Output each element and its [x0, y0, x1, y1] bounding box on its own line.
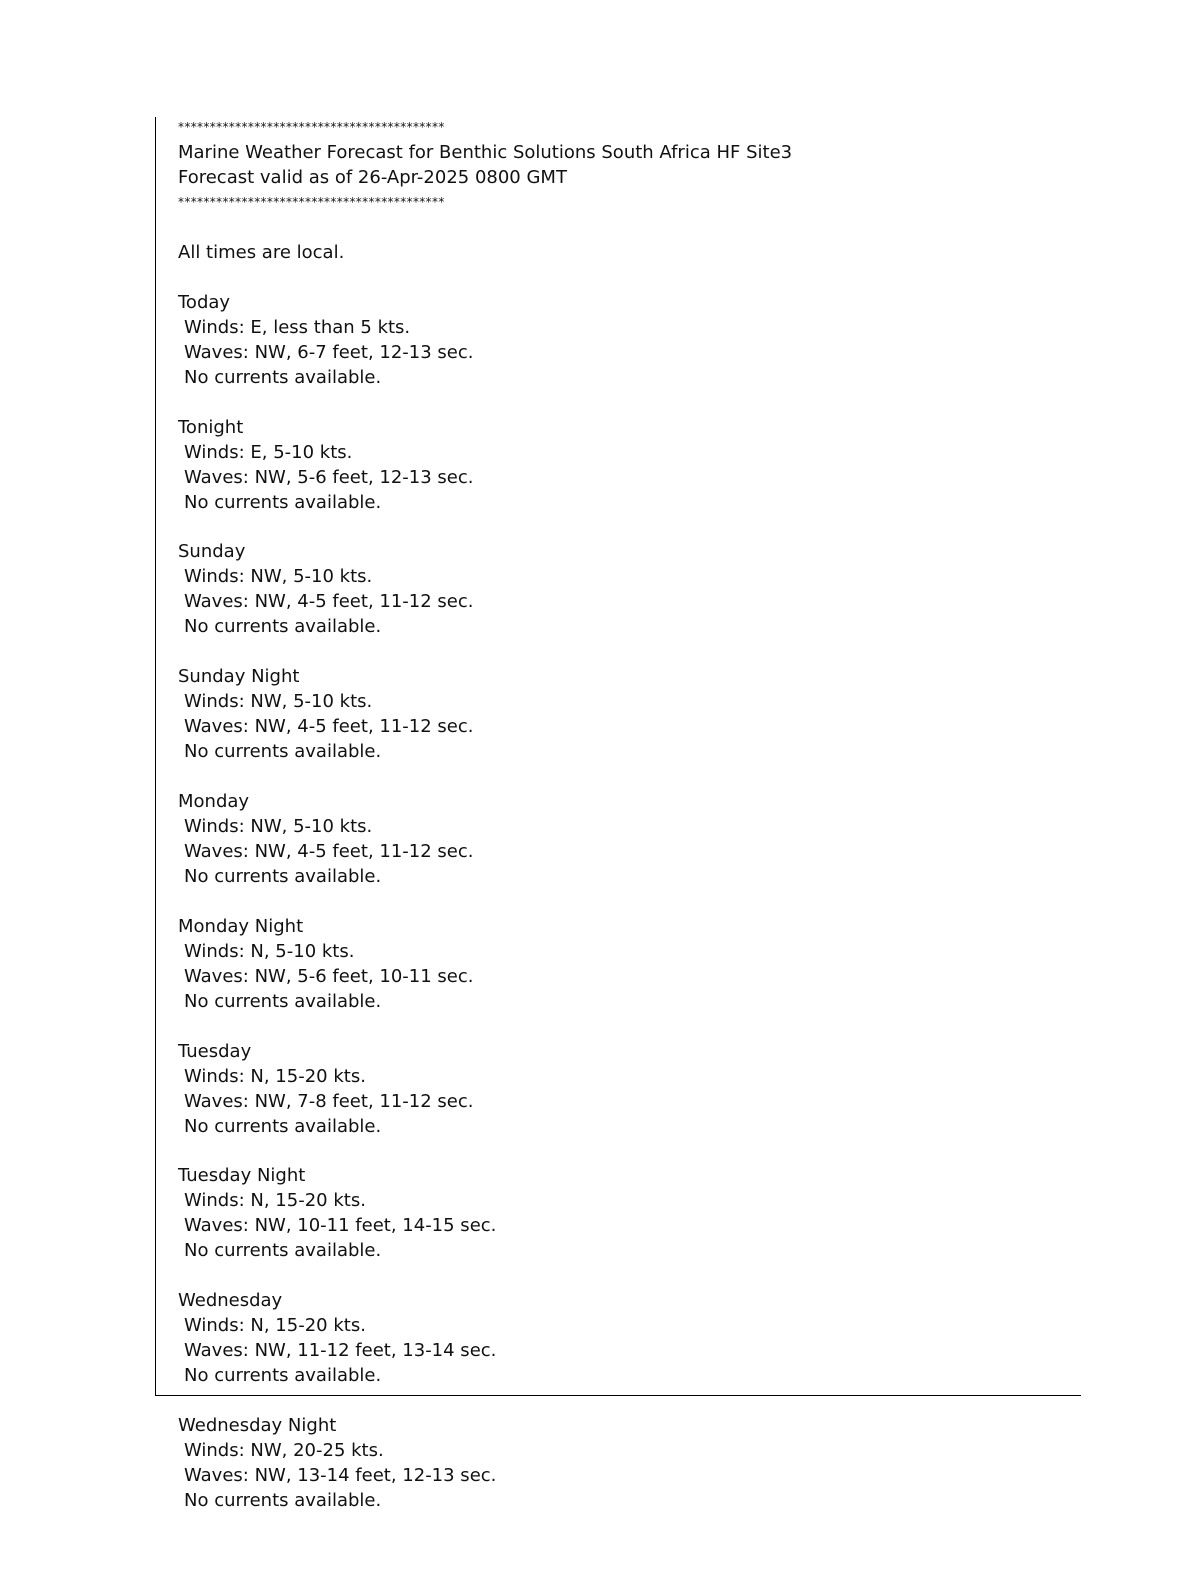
- period-winds: Winds: E, less than 5 kts.: [184, 316, 411, 338]
- period-name: Tonight: [178, 416, 244, 438]
- period-spacer: [178, 639, 1078, 664]
- period-currents: No currents available.: [184, 1365, 382, 1387]
- period-waves: Waves: NW, 11-12 feet, 13-14 sec.: [184, 1340, 497, 1362]
- period-currents: No currents available.: [184, 990, 382, 1012]
- forecast-content: [178, 115, 1078, 1513]
- period-spacer: [178, 265, 1078, 290]
- period-winds: Winds: E, 5-10 kts.: [184, 441, 353, 463]
- period-winds: Winds: NW, 5-10 kts.: [184, 815, 373, 837]
- period-spacer: [178, 390, 1078, 415]
- period-currents: No currents available.: [184, 1489, 382, 1511]
- period-winds: Winds: NW, 5-10 kts.: [184, 566, 373, 588]
- forecast-period: [178, 290, 1078, 390]
- period-name: Tuesday: [178, 1040, 252, 1062]
- forecast-title: Marine Weather Forecast for Benthic Solutions South Africa HF Site3: [178, 142, 793, 163]
- period-spacer: [178, 764, 1078, 789]
- period-name: Sunday: [178, 541, 246, 563]
- left-border-rule: [155, 117, 156, 1396]
- forecast-period: [178, 789, 1078, 889]
- forecast-period: [178, 415, 1078, 515]
- period-currents: No currents available.: [184, 491, 382, 513]
- period-waves: Waves: NW, 13-14 feet, 12-13 sec.: [184, 1464, 497, 1486]
- period-currents: No currents available.: [184, 1240, 382, 1262]
- period-name: Sunday Night: [178, 666, 300, 688]
- forecast-periods: [178, 265, 1078, 1513]
- times-note: All times are local.: [178, 242, 345, 263]
- period-waves: Waves: NW, 4-5 feet, 11-12 sec.: [184, 840, 474, 862]
- period-spacer: [178, 515, 1078, 540]
- period-spacer: [178, 889, 1078, 914]
- period-waves: Waves: NW, 4-5 feet, 11-12 sec.: [184, 591, 474, 613]
- period-currents: No currents available.: [184, 865, 382, 887]
- period-currents: No currents available.: [184, 366, 382, 388]
- period-waves: Waves: NW, 7-8 feet, 11-12 sec.: [184, 1090, 474, 1112]
- period-currents: No currents available.: [184, 1115, 382, 1137]
- period-winds: Winds: N, 15-20 kts.: [184, 1065, 366, 1087]
- period-spacer: [178, 1139, 1078, 1164]
- period-winds: Winds: NW, 5-10 kts.: [184, 691, 373, 713]
- period-winds: Winds: N, 15-20 kts.: [184, 1190, 366, 1212]
- period-currents: No currents available.: [184, 741, 382, 763]
- period-name: Monday: [178, 790, 250, 812]
- period-winds: Winds: N, 15-20 kts.: [184, 1315, 366, 1337]
- period-spacer: [178, 1388, 1078, 1413]
- period-winds: Winds: N, 5-10 kts.: [184, 940, 355, 962]
- period-spacer: [178, 1263, 1078, 1288]
- period-name: Monday Night: [178, 915, 304, 937]
- forecast-period: [178, 914, 1078, 1014]
- period-spacer: [178, 1014, 1078, 1039]
- period-waves: Waves: NW, 10-11 feet, 14-15 sec.: [184, 1215, 497, 1237]
- spacer: [178, 215, 1078, 240]
- period-name: Wednesday Night: [178, 1414, 337, 1436]
- header-stars-top: ******************************************: [178, 120, 445, 134]
- period-name: Tuesday Night: [178, 1165, 306, 1187]
- forecast-period: [178, 1039, 1078, 1139]
- forecast-period: [178, 1163, 1078, 1263]
- period-waves: Waves: NW, 5-6 feet, 10-11 sec.: [184, 965, 474, 987]
- forecast-valid-time: Forecast valid as of 26-Apr-2025 0800 GMT: [178, 167, 567, 188]
- period-waves: Waves: NW, 6-7 feet, 12-13 sec.: [184, 341, 474, 363]
- header-stars-bottom: ******************************************: [178, 195, 445, 209]
- forecast-period: [178, 1288, 1078, 1388]
- period-name: Today: [178, 291, 231, 313]
- period-winds: Winds: NW, 20-25 kts.: [184, 1439, 384, 1461]
- forecast-period: [178, 1413, 1078, 1513]
- forecast-period: [178, 664, 1078, 764]
- period-name: Wednesday: [178, 1290, 283, 1312]
- forecast-period: [178, 539, 1078, 639]
- period-currents: No currents available.: [184, 616, 382, 638]
- period-waves: Waves: NW, 4-5 feet, 11-12 sec.: [184, 716, 474, 738]
- period-waves: Waves: NW, 5-6 feet, 12-13 sec.: [184, 466, 474, 488]
